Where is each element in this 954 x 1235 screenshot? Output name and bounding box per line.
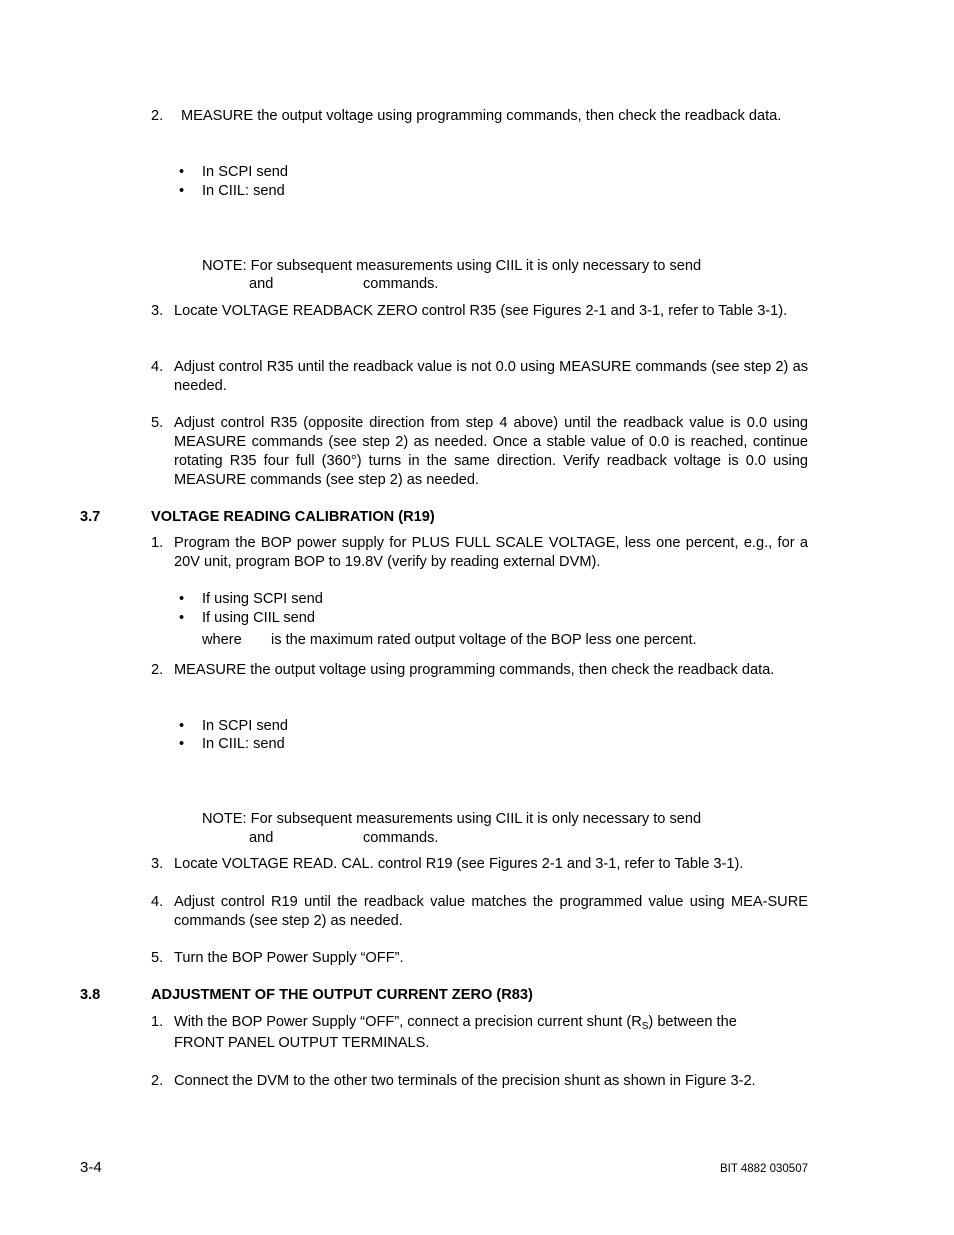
bullet-icon: • xyxy=(179,736,185,752)
step-number: 4. xyxy=(151,894,164,910)
step-number: 5. xyxy=(151,950,164,966)
step-number: 2. xyxy=(151,108,164,124)
subscript: S xyxy=(641,1021,649,1032)
step-number: 2. xyxy=(151,1073,164,1089)
bullet-text: In SCPI send xyxy=(202,164,288,180)
bullet-text: If using SCPI send xyxy=(202,591,323,607)
section-number: 3.8 xyxy=(80,987,101,1003)
step-text: Adjust control R35 (opposite direction from step 4 above) until the readback value is 0.0 using MEASURE commands (see step 2) as needed. Once a stable value of 0.0 is reached, continue rotating R35 four full (360°) turns in the same direction. Verify readback voltage is 0.0 using MEASURE commands (see step 2) as needed. xyxy=(174,415,808,488)
step-number: 3. xyxy=(151,303,164,319)
step-text: Program the BOP power supply for PLUS FULL SCALE VOLTAGE, less one percent, e.g., for a 20V unit, program BOP to 19.8V (verify by reading external DVM). xyxy=(174,535,808,570)
bullet-icon: • xyxy=(179,718,185,734)
step-number: 5. xyxy=(151,415,164,431)
step-text: Locate VOLTAGE READ. CAL. control R19 (see Figures 2-1 and 3-1, refer to Table 3-1). xyxy=(174,856,744,872)
note-text: and xyxy=(249,276,274,292)
where-text: is the maximum rated output voltage of the BOP less one percent. xyxy=(271,632,697,648)
step-number: 4. xyxy=(151,359,164,375)
bullet-icon: • xyxy=(179,183,185,199)
document-id: BIT 4882 030507 xyxy=(719,1163,808,1175)
step-text: Adjust control R35 until the readback value is not 0.0 using MEASURE commands (see step 2) as needed. xyxy=(174,359,808,394)
step-text-part: ) between the xyxy=(648,1014,737,1030)
step-number: 1. xyxy=(151,535,164,551)
bullet-text: In SCPI send xyxy=(202,718,288,734)
note-text: NOTE: For subsequent measurements using CIIL it is only necessary to send xyxy=(202,258,702,274)
bullet-text: In CIIL: send xyxy=(202,736,285,752)
step-text: Turn the BOP Power Supply “OFF”. xyxy=(174,950,404,966)
page-number: 3-4 xyxy=(80,1159,102,1176)
bullet-icon: • xyxy=(179,591,185,607)
step-text: Adjust control R19 until the readback value matches the programmed value using MEA-SURE commands (see step 2) as needed. xyxy=(174,894,808,929)
step-number: 3. xyxy=(151,856,164,872)
step-text-line: FRONT PANEL OUTPUT TERMINALS. xyxy=(174,1035,430,1051)
step-text: MEASURE the output voltage using programming commands, then check the readback data. xyxy=(181,108,782,124)
step-text: Connect the DVM to the other two terminals of the precision shunt as shown in Figure 3-2. xyxy=(174,1073,756,1089)
section-number: 3.7 xyxy=(80,509,101,525)
where-text: where xyxy=(202,632,242,648)
section-heading: ADJUSTMENT OF THE OUTPUT CURRENT ZERO (R83) xyxy=(151,987,533,1003)
section-heading: VOLTAGE READING CALIBRATION (R19) xyxy=(151,509,435,525)
step-text: MEASURE the output voltage using programming commands, then check the readback data. xyxy=(174,662,775,678)
step-number: 2. xyxy=(151,662,164,678)
note-text: commands. xyxy=(363,830,439,846)
bullet-icon: • xyxy=(179,610,185,626)
bullet-icon: • xyxy=(179,164,185,180)
bullet-text: In CIIL: send xyxy=(202,183,285,199)
note-text: NOTE: For subsequent measurements using CIIL it is only necessary to send xyxy=(202,811,702,827)
step-text-part: With the BOP Power Supply “OFF”, connect a precision current shunt (R xyxy=(174,1014,642,1030)
bullet-text: If using CIIL send xyxy=(202,610,316,626)
step-text xyxy=(174,1013,808,1032)
step-number: 1. xyxy=(151,1014,164,1030)
step-text: Locate VOLTAGE READBACK ZERO control R35 (see Figures 2-1 and 3-1, refer to Table 3-1). xyxy=(174,303,788,319)
note-text: commands. xyxy=(363,276,439,292)
note-text: and xyxy=(249,830,274,846)
